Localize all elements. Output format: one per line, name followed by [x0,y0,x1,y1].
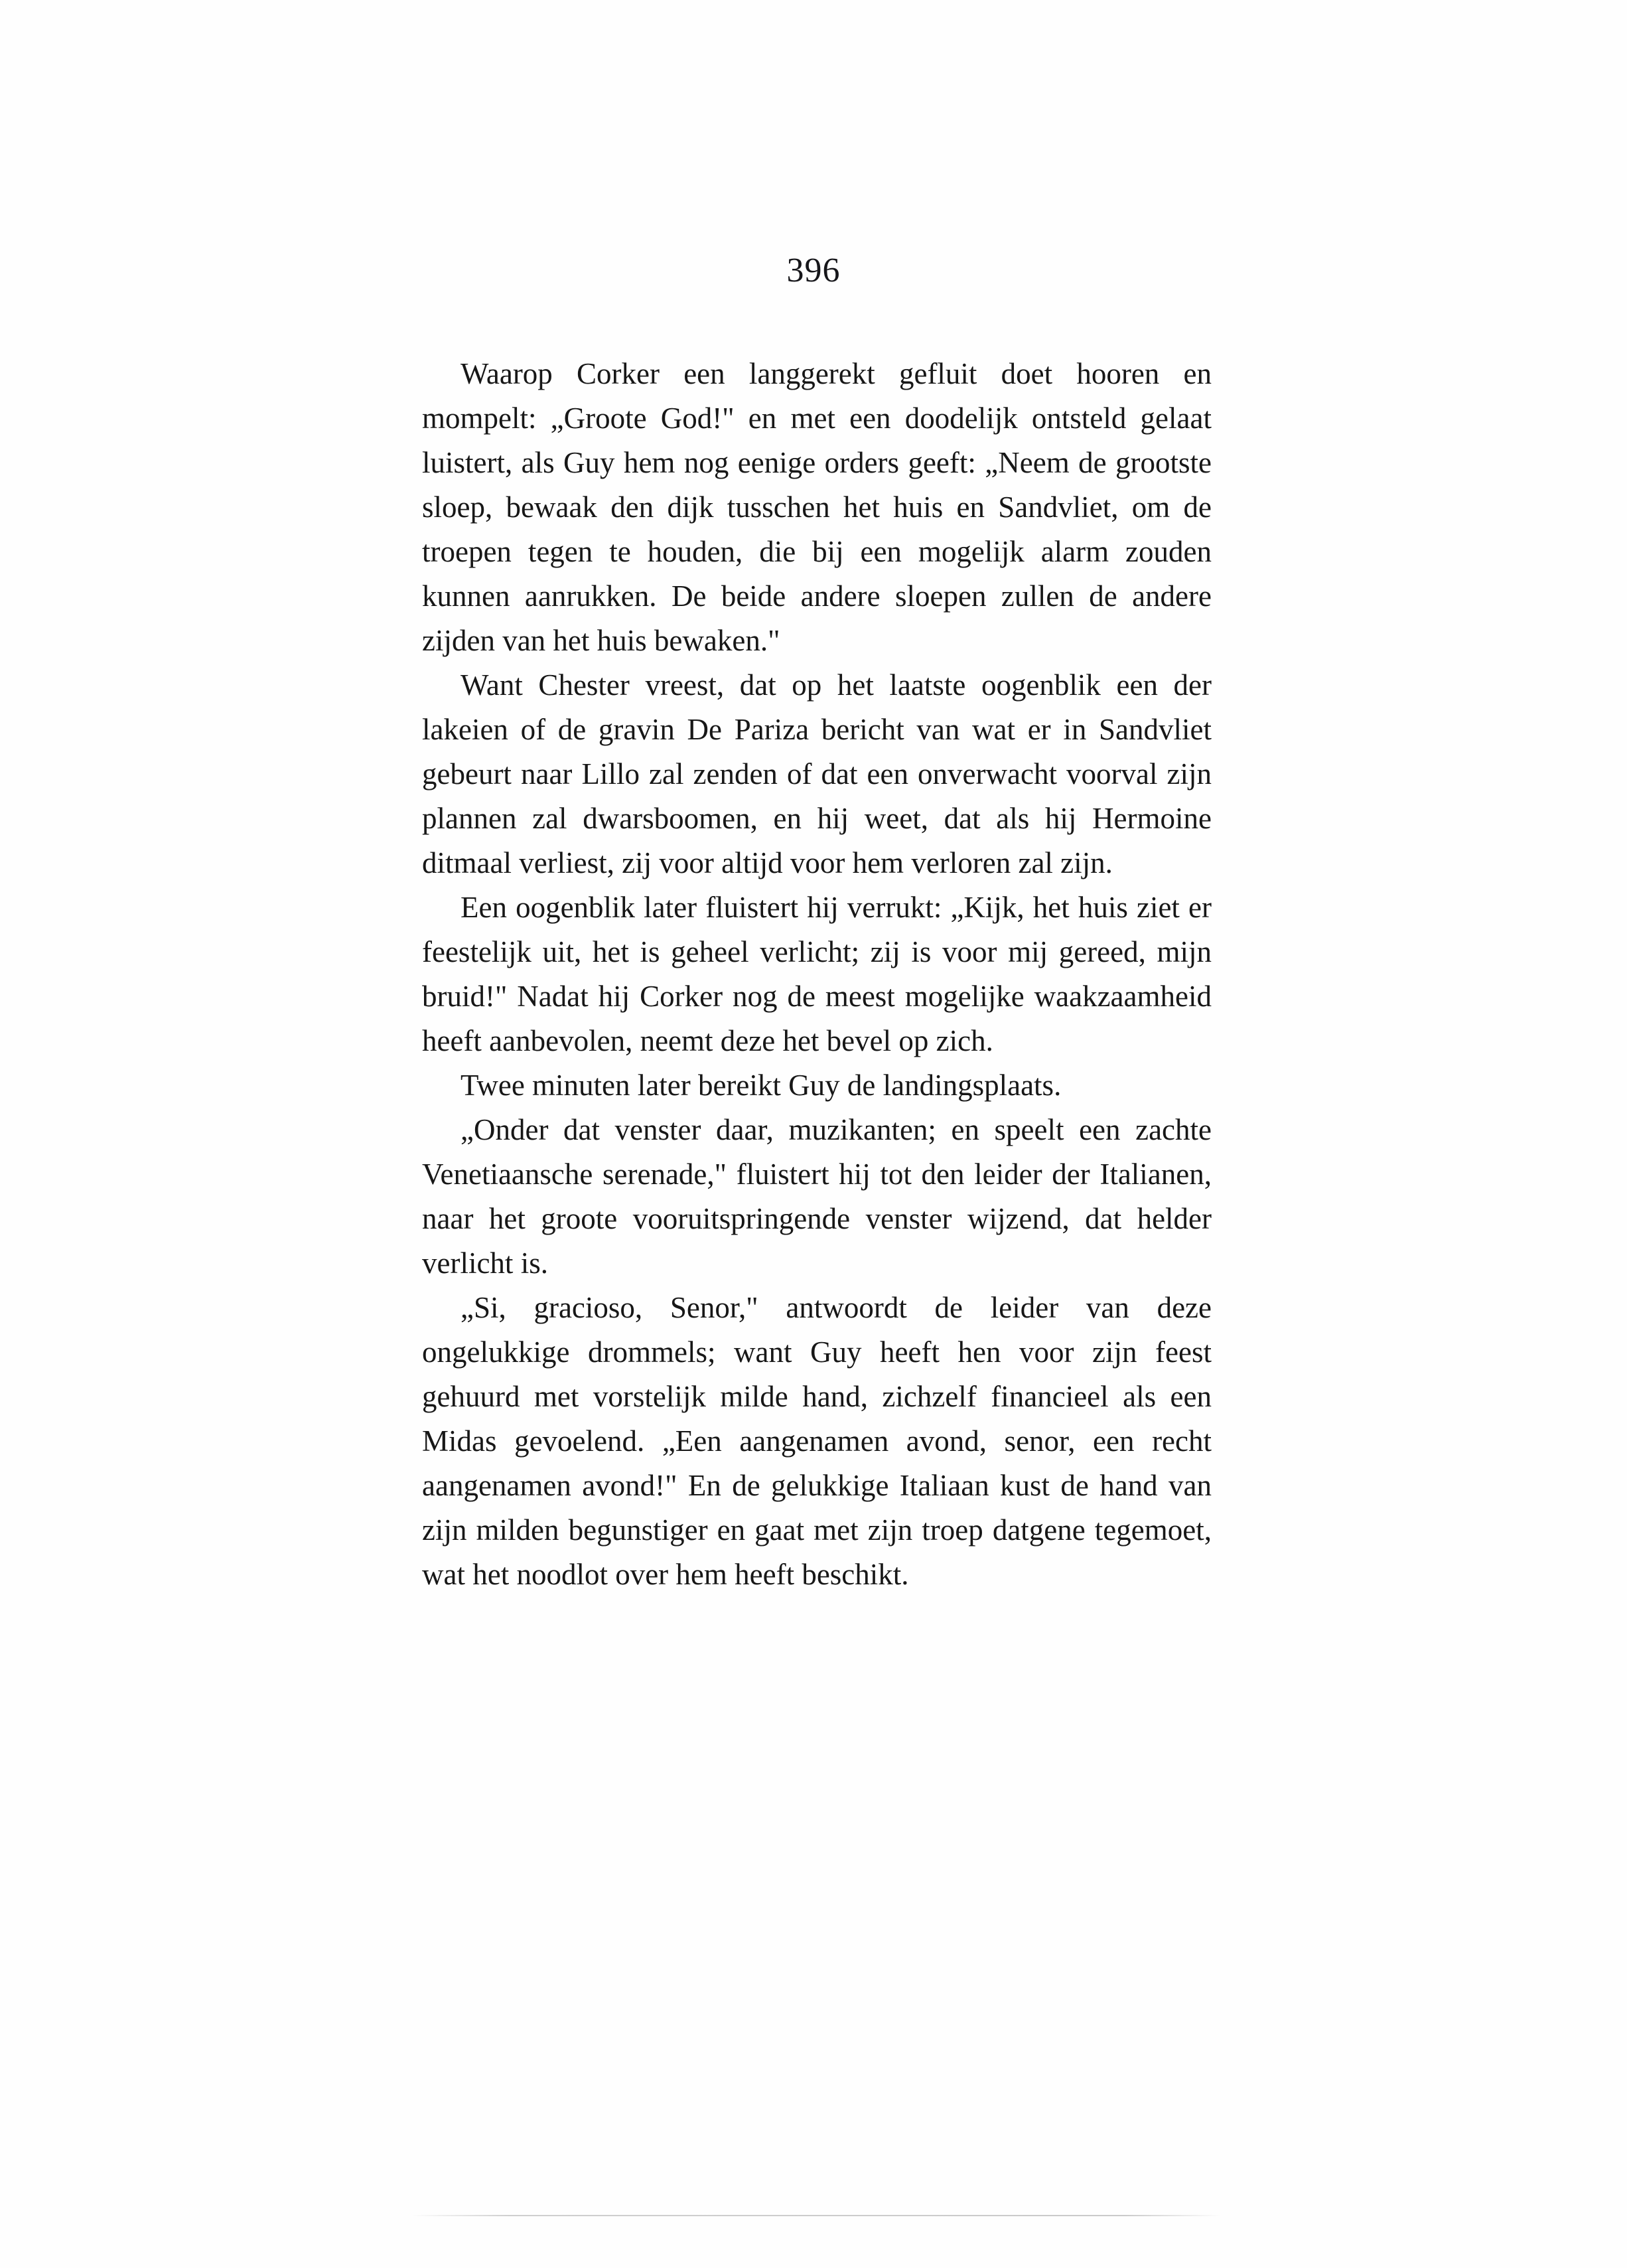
paragraph: Waarop Corker een langgerekt gefluit doet hooren en mompelt: „Groote God!" en met een doodelijk ontsteld gelaat luistert, als Guy hem nog eenige orders geeft: „Neem de grootste sloep, bewaak den dijk tusschen het huis en Sandvliet, om de troepen tegen te houden, die bij een mogelijk alarm zouden kunnen aanrukken. De beide andere sloepen zullen de andere zijden van het huis bewaken." [422,357,1212,657]
paragraph: „Onder dat venster daar, muzikanten; en speelt een zachte Venetiaansche serenade," fluistert hij tot den leider der Italianen, naar het groote vooruitspringende venster wijzend, dat helder verlicht is. [422,1113,1212,1280]
paragraph: Een oogenblik later fluistert hij verrukt: „Kijk, het huis ziet er feestelijk uit, het is geheel verlicht; zij is voor mij gereed, mijn bruid!" Nadat hij Corker nog de meest mogelijke waakzaamheid heeft aanbevolen, neemt deze het bevel op zich. [422,891,1212,1057]
page-bottom-rule [411,2215,1221,2216]
body-text [422,352,1212,1597]
page-number: 396 [786,252,841,289]
paragraph: Twee minuten later bereikt Guy de landingsplaats. [460,1069,1062,1102]
paragraph: „Si, gracioso, Senor," antwoordt de leider van deze ongelukkige drommels; want Guy heeft hen voor zijn feest gehuurd met vorstelijk milde hand, zichzelf financieel als een Midas gevoelend. „Een aangenamen avond, senor, een recht aangenamen avond!" En de gelukkige Italiaan kust de hand van zijn milden begunstiger en gaat met zijn troep datgene tegemoet, wat het noodlot over hem heeft beschikt. [422,1291,1212,1591]
paragraph: Want Chester vreest, dat op het laatste oogenblik een der lakeien of de gravin De Pariza bericht van wat er in Sandvliet gebeurt naar Lillo zal zenden of dat een onverwacht voorval zijn plannen zal dwarsboomen, en hij weet, dat als hij Hermoine ditmaal verliest, zij voor altijd voor hem verloren zal zijn. [422,668,1212,879]
